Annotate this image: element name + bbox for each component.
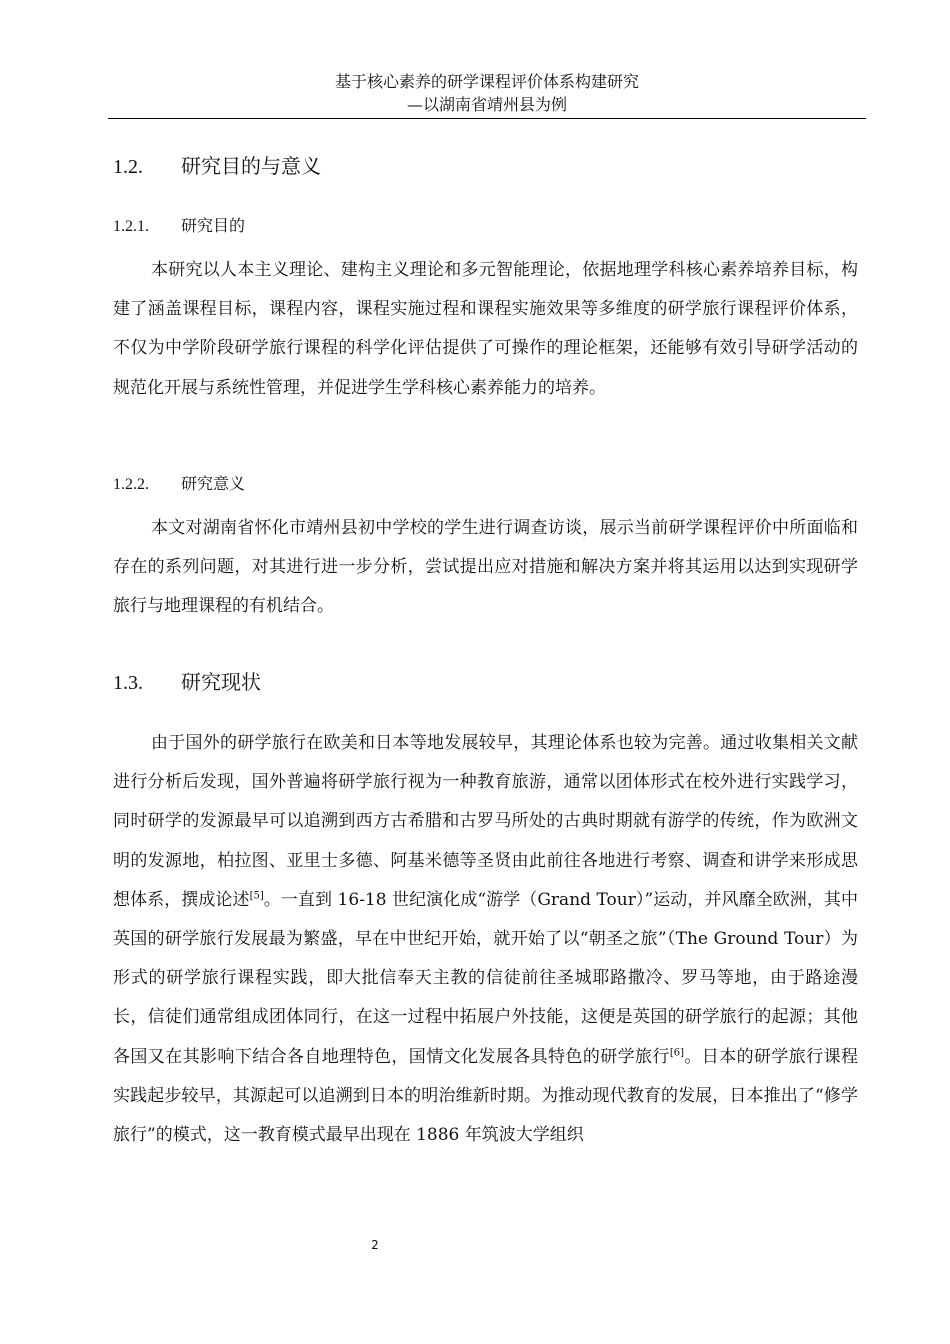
section-heading-1-3	[113, 666, 261, 695]
running-header	[108, 70, 866, 116]
subsection-heading-1-2-1	[113, 213, 245, 236]
paragraph-text: 。一直到 16-18 世纪演化成“游学（Grand Tour）”运动，并风靡全欧洲，其中英国的研学旅行发展最为繁盛，早在中世纪开始，就开始了以“朝圣之旅”（The Ground Tour）为形式的研学旅行课程实践，即大批信奉天主教的信徒前往圣城耶路撒冷、罗马等地，由于路途漫长，信徒们通常组成团体同行，在这一过程中拓展户外技能，这便是英国的研学旅行的起源；其他各国又在其影响下结合各自地理特色，国情文化发展各具特色的研学旅行	[113, 889, 858, 1067]
section-number: 1.2.	[113, 156, 143, 178]
section-heading-1-2	[113, 150, 321, 179]
subsection-number: 1.2.1.	[113, 218, 149, 235]
header-rule	[108, 118, 866, 119]
header-title-line1: 基于核心素养的研学课程评价体系构建研究	[334, 72, 639, 91]
section-title: 研究现状	[181, 670, 261, 694]
paragraph-research-purpose: 本研究以人本主义理论、建构主义理论和多元智能理论，依据地理学科核心素养培养目标，构建了涵盖课程目标，课程内容，课程实施过程和课程实施效果等多维度的研学旅行课程评价体系，不仅为中学阶段研学旅行课程的科学化评估提供了可操作的理论框架，还能够有效引导研学活动的规范化开展与系统性管理，并促进学生学科核心素养能力的培养。	[113, 260, 858, 398]
paragraph-text: 。日本的研学旅行课程实践起步较早，其源起可以追溯到日本的明治维新时期。为推动现代教育的发展，日本推出了“修学旅行”的模式，这一教育模式最早出现在 1886 年筑波大学组织	[113, 1046, 859, 1146]
section-title: 研究目的与意义	[181, 154, 321, 178]
subsection-title: 研究目的	[181, 216, 246, 235]
subsection-heading-1-2-2	[113, 471, 245, 494]
subsection-number: 1.2.2.	[113, 476, 149, 493]
paragraph-research-status	[113, 724, 858, 1155]
section-number: 1.3.	[113, 672, 143, 694]
citation-6: [6]	[669, 1046, 684, 1058]
paragraph-research-significance: 本文对湖南省怀化市靖州县初中学校的学生进行调查访谈，展示当前研学课程评价中所面临和存在的系列问题，对其进行进一步分析，尝试提出应对措施和解决方案并将其运用以达到实现研学旅行与地理课程的有机结合。	[113, 518, 858, 617]
header-title-line2: —以湖南省靖州县为例	[406, 95, 567, 114]
citation-5: [5]	[249, 890, 264, 902]
subsection-title: 研究意义	[181, 474, 246, 493]
page-number: 2	[371, 1238, 379, 1252]
paragraph-text: 由于国外的研学旅行在欧美和日本等地发展较早，其理论体系也较为完善。通过收集相关文献进行分析后发现，国外普遍将研学旅行视为一种教育旅游，通常以团体形式在校外进行实践学习，同时研学的发源最早可以追溯到西方古希腊和古罗马所处的古典时期就有游学的传统，作为欧洲文明的发源地，柏拉图、亚里士多德、阿基米德等圣贤由此前往各地进行考察、调查和讲学来形成思想体系，撰成论述	[113, 733, 858, 910]
